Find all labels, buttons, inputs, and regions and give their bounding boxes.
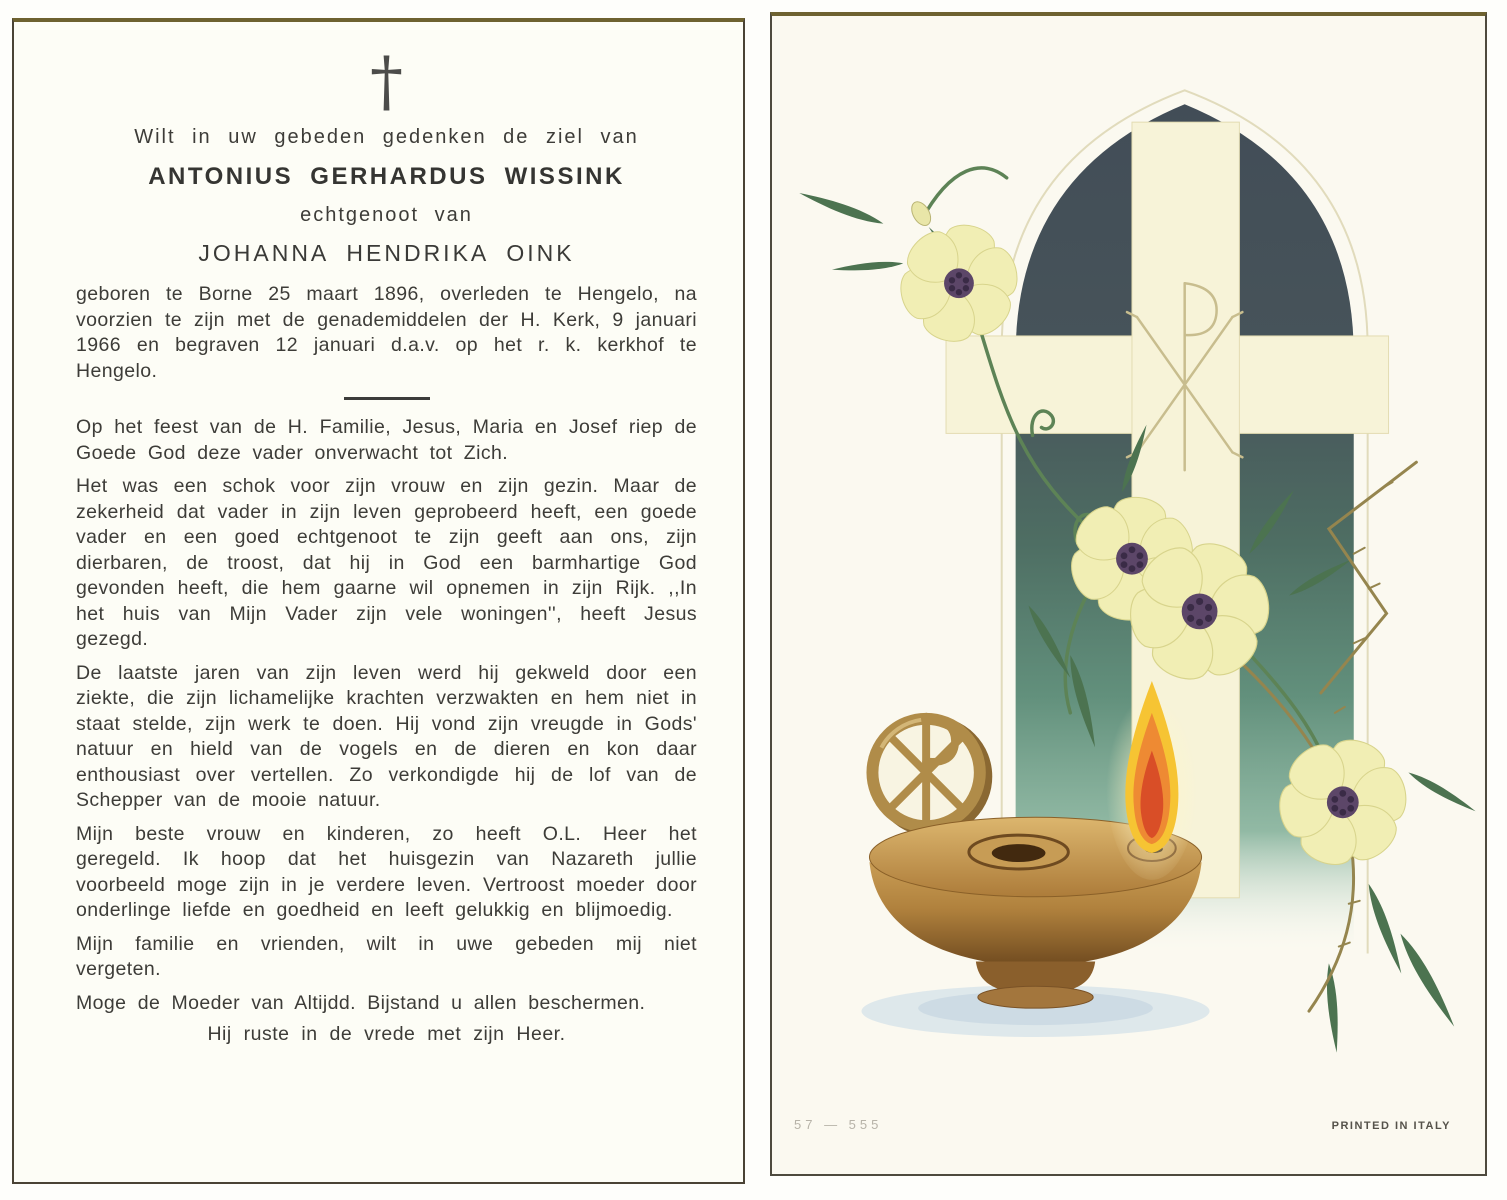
paragraph: De laatste jaren van zijn leven werd hij gekweld door een ziekte, die zijn lichamelijke krachten verzwakten en hem niet in staat stelde, zijn werk te doen. Hij vond zijn vreugde in Gods' natuur en hield van de vogels en de dieren en kon daar enthousiast over vertellen. Zo verkondigde hij de lof van de Schepper van de mooie natuur. xyxy=(76,661,697,811)
paragraph: Mijn familie en vrienden, wilt in uwe gebeden mij niet vergeten. xyxy=(76,932,697,980)
section-divider xyxy=(344,397,430,400)
paragraph: Moge de Moeder van Altijdd. Bijstand u allen beschermen. xyxy=(76,991,646,1014)
dates-paragraph: geboren te Borne 25 maart 1896, overleden te Hengelo, na voorzien te zijn met de genademiddelen der H. Kerk, 9 januari 1966 en begraven 12 januari d.a.v. op het r. k. kerkhof te Hengelo. xyxy=(76,283,697,382)
text-panel xyxy=(12,18,745,1184)
plate-number: 57 — 555 xyxy=(794,1117,883,1132)
deceased-name: ANTONIUS GERHARDUS WISSINK xyxy=(148,163,625,190)
memorial-illustration xyxy=(772,16,1485,1174)
paragraph: Op het feest van de H. Familie, Jesus, Maria en Josef riep de Goede God deze vader onverwacht tot Zich. xyxy=(76,416,697,464)
printed-in-italy-label: PRINTED IN ITALY xyxy=(1331,1120,1451,1132)
chi-rho-wheel xyxy=(872,717,985,830)
latin-cross-icon: † xyxy=(370,43,403,120)
paragraph: Het was een schok voor zijn vrouw en zijn gezin. Maar de zekerheid dat vader in zijn leven geprobeerd heeft, een goede vader en een goed echtgenoot te zijn geeft aan ons, zijn dierbaren, de troost, dat hij in God een barmhartige God gevonden heeft, die hem gaarne wil opnemen in zijn Rijk. ,,In het huis van Mijn Vader zijn vele woningen'', heeft Jesus gezegd. xyxy=(76,475,697,650)
illustration-panel xyxy=(770,12,1487,1176)
paragraph: Mijn beste vrouw en kinderen, zo heeft O.L. Heer het geregeld. Ik hoop dat het huisgezin van Nazareth jullie voorbeeld moge zijn in je verdere leven. Vertroost moeder door onderlinge liefde en goedheid en leeft gelukkig en blijmoedig. xyxy=(76,822,697,921)
relation-line: echtgenoot van xyxy=(300,204,473,226)
spouse-name: JOHANNA HENDRIKA OINK xyxy=(198,240,575,266)
intro-line: Wilt in uw gebeden gedenken de ziel van xyxy=(134,126,639,148)
closing-line: Hij ruste in de vrede met zijn Heer. xyxy=(207,1023,566,1045)
